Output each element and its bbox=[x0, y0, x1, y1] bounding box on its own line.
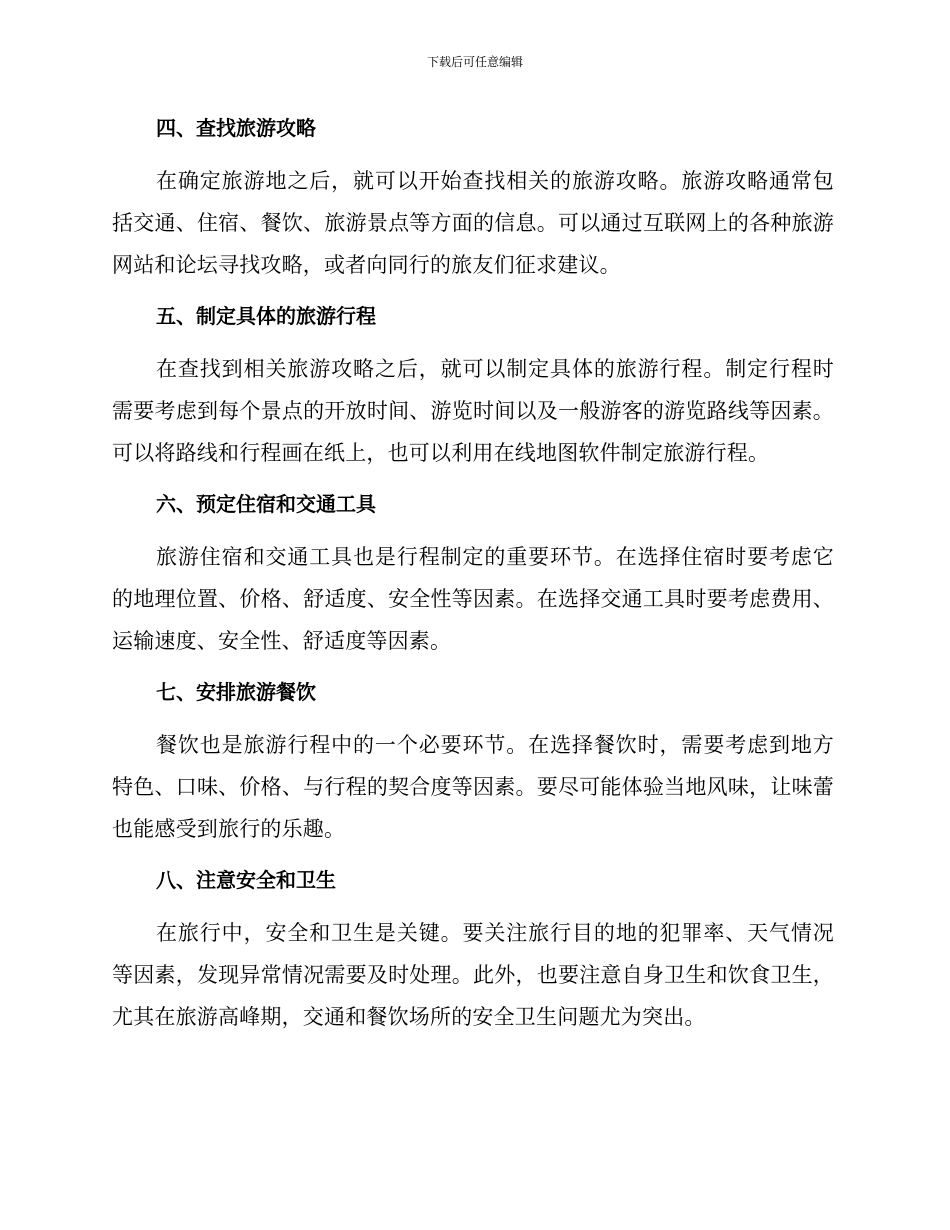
section-4 bbox=[112, 108, 834, 286]
section-paragraph: 餐饮也是旅游行程中的一个必要环节。在选择餐饮时，需要考虑到地方特色、口味、价格、与行程的契合度等因素。要尽可能体验当地风味，让味蕾也能感受到旅行的乐趣。 bbox=[112, 733, 834, 841]
section-paragraph: 旅游住宿和交通工具也是行程制定的重要环节。在选择住宿时要考虑它的地理位置、价格、舒适度、安全性等因素。在选择交通工具时要考虑费用、运输速度、安全性、舒适度等因素。 bbox=[112, 545, 834, 653]
section-heading: 八、注意安全和卫生 bbox=[156, 868, 336, 892]
section-6 bbox=[112, 484, 834, 662]
section-paragraph: 在旅行中，安全和卫生是关键。要关注旅行目的地的犯罪率、天气情况等因素，发现异常情况需要及时处理。此外，也要注意自身卫生和饮食卫生，尤其在旅游高峰期，交通和餐饮场所的安全卫生问题尤为突出。 bbox=[112, 921, 834, 1029]
section-heading: 五、制定具体的旅游行程 bbox=[156, 304, 376, 328]
page-header: 下载后可任意编辑 bbox=[426, 55, 523, 69]
section-heading: 四、查找旅游攻略 bbox=[156, 116, 316, 140]
section-paragraph: 在确定旅游地之后，就可以开始查找相关的旅游攻略。旅游攻略通常包括交通、住宿、餐饮、旅游景点等方面的信息。可以通过互联网上的各种旅游网站和论坛寻找攻略，或者向同行的旅友们征求建议。 bbox=[112, 169, 834, 277]
section-7 bbox=[112, 672, 834, 850]
section-heading: 六、预定住宿和交通工具 bbox=[156, 492, 376, 516]
section-5 bbox=[112, 296, 834, 474]
section-heading: 七、安排旅游餐饮 bbox=[156, 680, 316, 704]
section-8 bbox=[112, 860, 834, 1038]
document-body bbox=[112, 108, 834, 1048]
section-paragraph: 在查找到相关旅游攻略之后，就可以制定具体的旅游行程。制定行程时需要考虑到每个景点的开放时间、游览时间以及一般游客的游览路线等因素。可以将路线和行程画在纸上，也可以利用在线地图软件制定旅游行程。 bbox=[112, 357, 834, 465]
